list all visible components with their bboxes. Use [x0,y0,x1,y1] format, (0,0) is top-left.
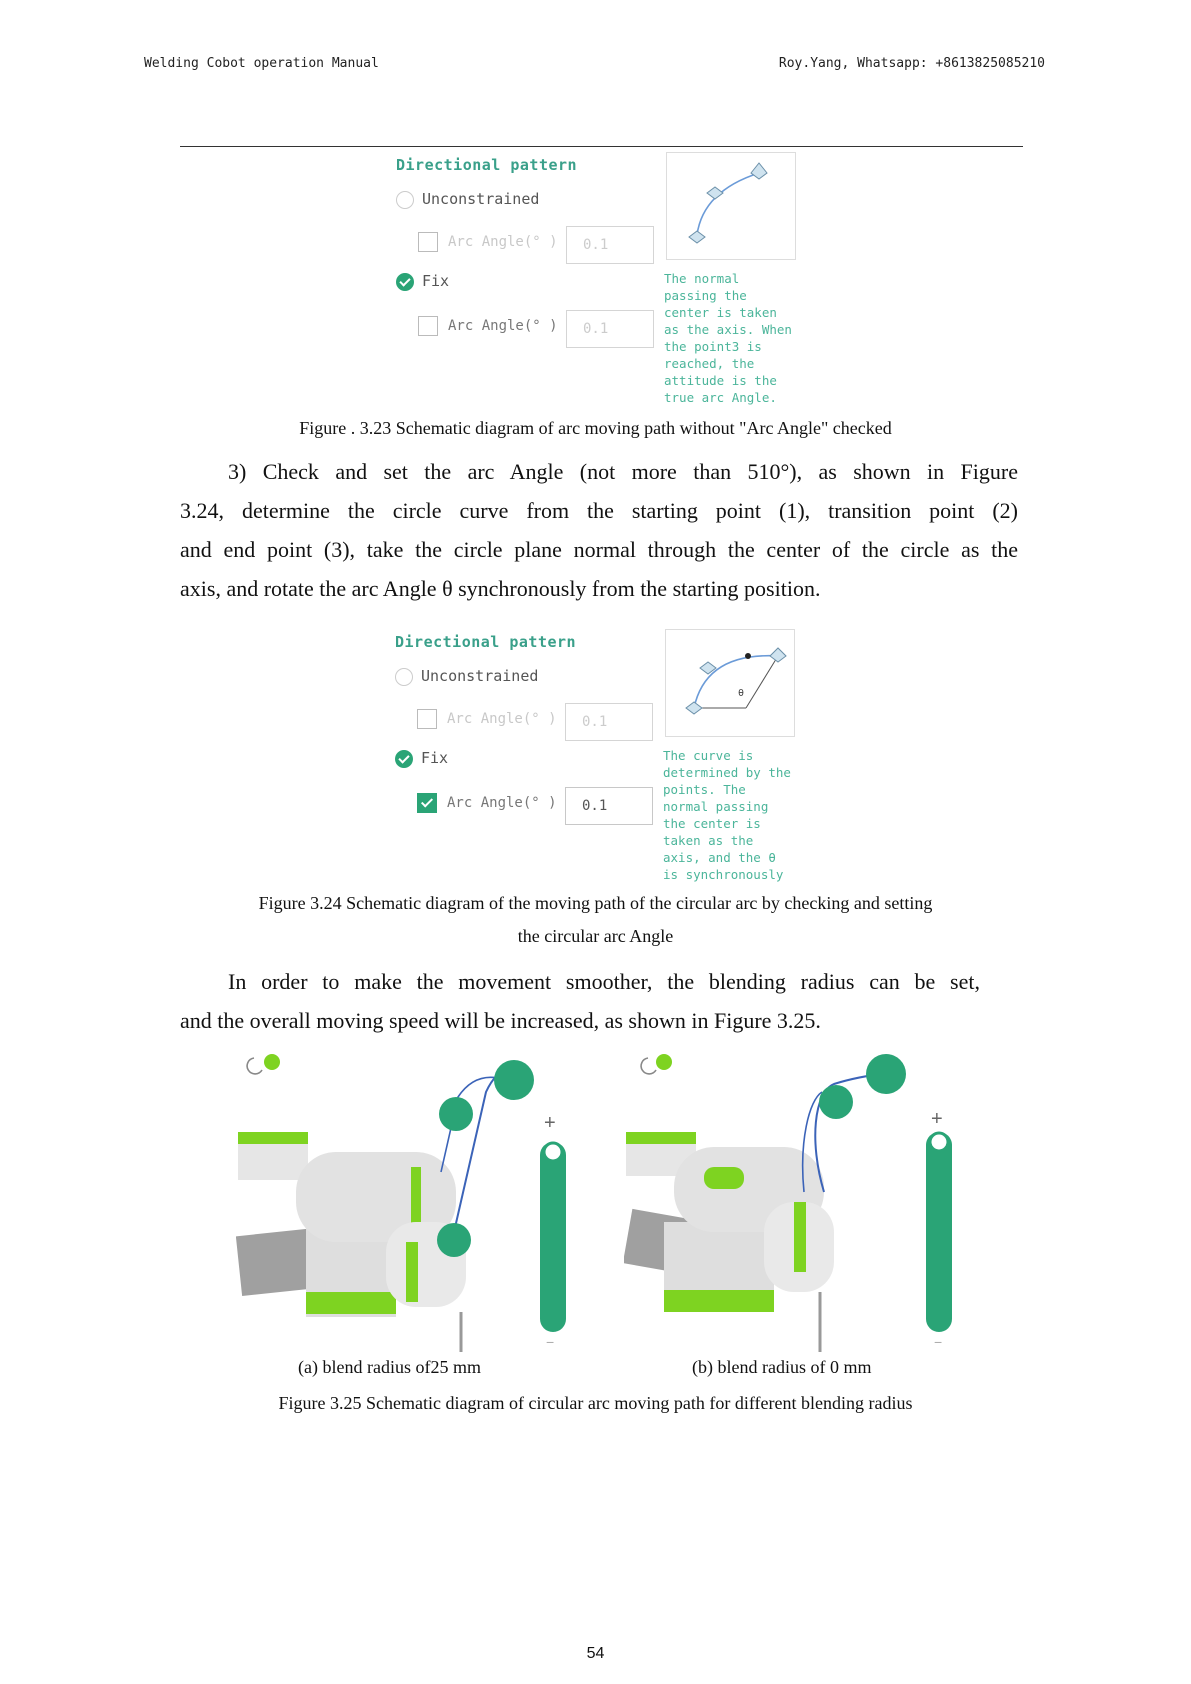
arc-angle-input[interactable]: 0.1 [566,226,654,264]
arc-angle-input[interactable]: 0.1 [566,310,654,348]
description-line: attitude is the [664,373,777,388]
arc-angle-input[interactable]: 0.1 [565,787,653,825]
zoom-minus-label: − [934,1334,943,1350]
description-line: center is taken [664,305,777,320]
paragraph-line: axis, and rotate the arc Angle θ synchronously from the starting position. [180,576,821,601]
paragraph-line [180,962,980,1001]
theta-label: θ [738,688,745,699]
radio-unconstrained-icon[interactable] [396,191,414,209]
option-fix-label: Fix [421,749,449,767]
paragraph-line: 3.24, determine the circle curve from the starting point (1), transition point (2) [180,498,1018,523]
radio-unconstrained-icon[interactable] [395,668,413,686]
paragraph-line: and the overall moving speed will be increased, as shown in Figure 3.25. [180,1008,821,1033]
arc-angle-label: Arc Angle(° ) [447,795,557,811]
option-fix[interactable] [396,272,449,291]
description-line: is synchronously [663,867,784,882]
description-line: as the axis. When [664,322,792,337]
radio-fix-checked-icon[interactable] [396,273,414,291]
option-unconstrained[interactable] [395,667,538,686]
zoom-plus-label: + [931,1108,943,1130]
figure-3-23-panel [382,150,812,405]
arc-theta-thumbnail [665,629,795,737]
description-line: true arc Angle. [664,390,777,405]
arc-angle-row-1 [417,709,557,729]
paragraph-line [180,452,1018,491]
paragraph-line: and end point (3), take the circle plane normal through the center of the circle as the [180,537,1018,562]
arc-path-illustration [667,153,795,259]
radio-fix-checked-icon[interactable] [395,750,413,768]
running-header-title: Welding Cobot operation Manual [144,56,379,71]
option-unconstrained-label: Unconstrained [422,190,540,208]
arc-angle-row-1 [418,232,558,252]
option-fix[interactable] [395,749,448,768]
arc-angle-checkbox-icon[interactable] [418,232,438,252]
figure-3-23-caption: Figure . 3.23 Schematic diagram of arc moving path without "Arc Angle" checked [299,418,892,438]
description-line: the point3 is [664,339,762,354]
description-line: reached, the [664,356,755,371]
description-line: The curve is [663,748,754,763]
header-rule [180,146,1023,147]
panel-title: Directional pattern [396,156,578,174]
arc-angle-label: Arc Angle(° ) [447,711,557,727]
option-unconstrained[interactable] [396,190,539,209]
figure-3-24-caption: Figure 3.24 Schematic diagram of the moving path of the circular arc by checking and setting [258,893,933,913]
robot-blend-0mm-image [624,1052,969,1352]
description-line: taken as the [663,833,754,848]
running-header-contact: Roy.Yang, Whatsapp: +8613825085210 [778,56,1045,71]
panel-description [664,270,802,406]
paragraph-blending [180,962,980,1040]
figure-3-24-caption-continued: the circular arc Angle [517,926,674,946]
arc-angle-checkbox-icon[interactable] [418,316,438,336]
paragraph-text: In order to make the movement smoother, the blending radius can be set, [228,969,980,994]
paragraph-text: 3) Check and set the arc Angle (not more than 510°), as shown in Figure [228,459,1018,484]
paragraph-arc-angle [180,452,1018,608]
arc-angle-row-2 [418,316,558,336]
zoom-plus-label: + [544,1112,556,1134]
subcaption-a: (a) blend radius of25 mm [298,1357,481,1377]
robot-blend-25mm-image [236,1052,581,1352]
arc-theta-illustration [666,630,794,736]
arc-angle-input[interactable]: 0.1 [565,703,653,741]
subcaption-b: (b) blend radius of 0 mm [692,1357,872,1377]
description-line: points. The [663,782,746,797]
arc-angle-checkbox-checked-icon[interactable] [417,793,437,813]
option-unconstrained-label: Unconstrained [421,667,539,685]
figure-3-25-caption: Figure 3.25 Schematic diagram of circular arc moving path for different blending radius [278,1393,913,1413]
arc-angle-checkbox-icon[interactable] [417,709,437,729]
description-line: determined by the [663,765,791,780]
option-fix-label: Fix [422,272,450,290]
panel-title: Directional pattern [395,633,577,651]
figure-3-24-panel [381,627,811,882]
arc-angle-label: Arc Angle(° ) [448,234,558,250]
arc-path-thumbnail [666,152,796,260]
description-line: normal passing [663,799,769,814]
page-number: 54 [586,1645,605,1662]
description-line: axis, and the θ [663,850,776,865]
description-line: the center is [663,816,761,831]
panel-description [663,747,801,883]
arc-angle-row-2 [417,793,557,813]
description-line: passing the [664,288,747,303]
description-line: The normal [664,271,740,286]
zoom-minus-label: − [546,1334,555,1350]
arc-angle-label: Arc Angle(° ) [448,318,558,334]
